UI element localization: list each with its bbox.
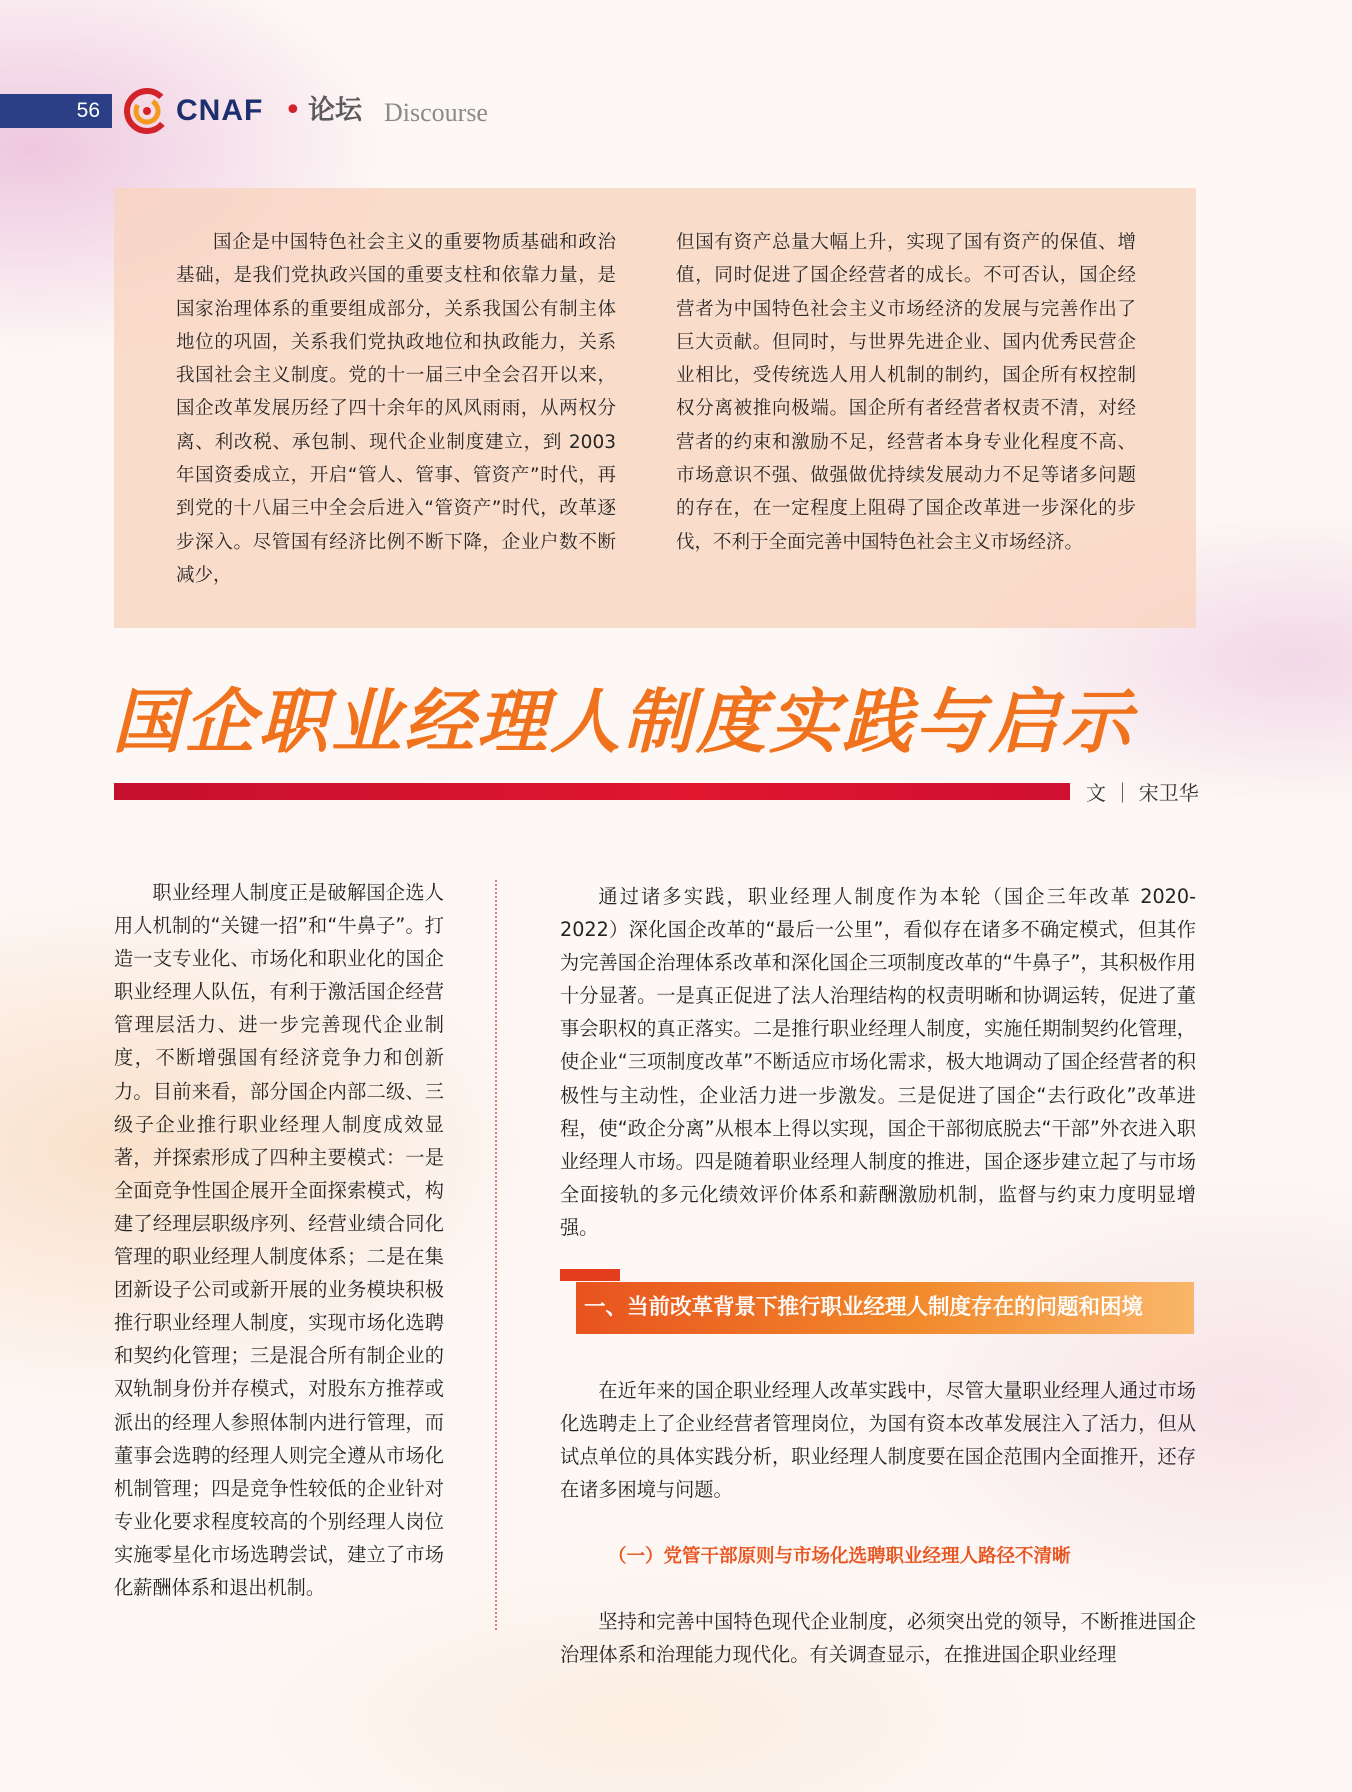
abstract-right-text: 但国有资产总量大幅上升，实现了国有资产的保值、增值，同时促进了国企经营者的成长。不可否认，国企经营者为中国特色社会主义市场经济的发展与完善作出了巨大贡献。但同时，与世界先进企业、国内优秀民营企业相比，受传统选人用人机制的制约，国企所有权控制权分离被推向极端。国企所有者经营者权责不清，对经营者的约束和激励不足，经营者本身专业化程度不高、市场意识不强、做强做优持续发展动力不足等诸多问题的存在，在一定程度上阻碍了国企改革进一步深化的步伐，不利于全面完善中国特色社会主义市场经济。 [676, 232, 1136, 553]
left-column [114, 876, 444, 1604]
right-paragraph-1-text: 通过诸多实践，职业经理人制度作为本轮（国企三年改革 2020-2022）深化国企改革的“最后一公里”，看似存在诸多不确定模式，但其作为完善国企治理体系改革和深化国企三项制度改革的“牛鼻子”，其积极作用十分显著。一是真正促进了法人治理结构的权责明晰和协调运转，促进了董事会职权的真正落实。二是推行职业经理人制度，实施任期制契约化管理，使企业“三项制度改革”不断适应市场化需求，极大地调动了国企经营者的积极性与主动性，企业活力进一步激发。三是促进了国企“去行政化”改革进程，使“政企分离”从根本上得以实现，国企干部彻底脱去“干部”外衣进入职业经理人市场。四是随着职业经理人制度的推进，国企逐步建立起了与市场全面接轨的多元化绩效评价体系和薪酬激励机制，监督与约束力度明显增强。 [560, 885, 1196, 1239]
brand-name: CNAF [176, 94, 264, 127]
page-number: 56 [0, 94, 112, 128]
heading-accent [560, 1269, 620, 1281]
author-byline: 文 ｜ 宋卫华 [1086, 781, 1199, 805]
title-rule [114, 783, 1070, 800]
right-paragraph-1 [560, 880, 1196, 1244]
right-paragraph-2 [560, 1374, 1196, 1506]
abstract-left-text: 国企是中国特色社会主义的重要物质基础和政治基础，是我们党执政兴国的重要支柱和依靠力量，是国家治理体系的重要组成部分，关系我国公有制主体地位的巩固，关系我们党执政地位和执政能力，关系我国社会主义制度。党的十一届三中全会召开以来，国企改革发展历经了四十余年的风风雨雨，从两权分离、利改税、承包制、现代企业制度建立，到 2003 年国资委成立，开启“管人、管事、管资产”时代，再到党的十八届三中全会后进入“管资产”时代，改革逐步深入。尽管国有经济比例不断下降，企业户数不断减少， [176, 232, 616, 586]
abstract-left-column [176, 226, 616, 592]
right-paragraph-2-text: 在近年来的国企职业经理人改革实践中，尽管大量职业经理人通过市场化选聘走上了企业经营者管理岗位，为国有资本改革发展注入了活力，但从试点单位的具体实践分析，职业经理人制度要在国企范围内全面推开，还存在诸多困境与问题。 [560, 1379, 1196, 1502]
article-title: 国企职业经理人制度实践与启示 [112, 681, 1134, 763]
section-title-en: Discourse [384, 98, 488, 127]
section-title-cn: 论坛 [308, 95, 362, 126]
right-paragraph-3 [560, 1605, 1196, 1671]
brand-separator: • [284, 93, 302, 128]
subsection-heading: （一）党管干部原则与市场化选聘职业经理人路径不清晰 [608, 1546, 1071, 1567]
left-column-text: 职业经理人制度正是破解国企选人用人机制的“关键一招”和“牛鼻子”。打造一支专业化、市场化和职业化的国企职业经理人队伍，有利于激活国企经营管理层活力、进一步完善现代企业制度，不断增强国有经济竞争力和创新力。目前来看，部分国企内部二级、三级子企业推行职业经理人制度成效显著，并探索形成了四种主要模式：一是全面竞争性国企展开全面探索模式，构建了经理层职级序列、经营业绩合同化管理的职业经理人制度体系；二是在集团新设子公司或新开展的业务模块积极推行职业经理人制度，实现市场化选聘和契约化管理；三是混合所有制企业的双轨制身份并存模式，对股东方推荐或派出的经理人参照体制内进行管理，而董事会选聘的经理人则完全遵从市场化机制管理；四是竞争性较低的企业针对专业化要求程度较高的个别经理人岗位实施零星化市场选聘尝试，建立了市场化薪酬体系和退出机制。 [114, 881, 444, 1599]
abstract-box [114, 188, 1196, 628]
abstract-right-column [676, 226, 1136, 559]
right-paragraph-3-text: 坚持和完善中国特色现代企业制度，必须突出党的领导，不断推进国企治理体系和治理能力现代化。有关调查显示，在推进国企职业经理 [560, 1610, 1196, 1667]
cnaf-logo-icon [124, 88, 170, 134]
section-heading: 一、当前改革背景下推行职业经理人制度存在的问题和困境 [584, 1295, 1144, 1320]
column-divider [495, 880, 498, 1630]
